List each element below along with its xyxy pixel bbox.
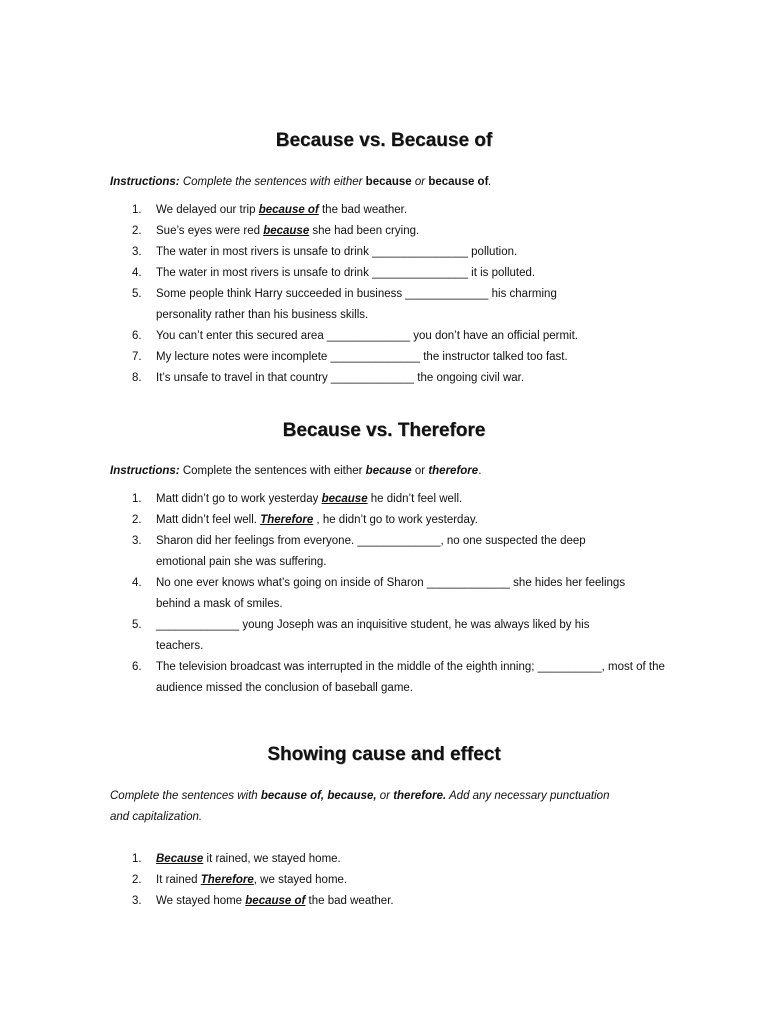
list-item: 3. We stayed home because of the bad weather. [132, 895, 394, 907]
section3-instructions: Complete the sentences with because of, because, or therefore. Add any necessary punctuation and capitalization. [110, 790, 610, 823]
list-item: 3. Sharon did her feelings from everyone. _____________, no one suspected the deep emotional pain she was suffering. [132, 535, 586, 568]
section3-title: Showing cause and effect [267, 744, 501, 765]
section3-list [110, 849, 670, 912]
list-item: 2. Matt didn’t feel well. Therefore , he didn’t go to work yesterday. [132, 514, 478, 526]
section2-title: Because vs. Therefore [282, 420, 486, 441]
answer: because of [258, 204, 319, 216]
section1-instructions: Instructions: Complete the sentences with either because or because of. [110, 176, 492, 188]
answer: Therefore [260, 514, 314, 526]
section2-list [110, 489, 670, 699]
answer: Because [156, 853, 204, 865]
list-item: 8. It’s unsafe to travel in that country _____________ the ongoing civil war. [132, 372, 525, 384]
list-item: 3. The water in most rivers is unsafe to drink _______________ pollution. [132, 246, 518, 258]
list-item: 2. Sue’s eyes were red because she had been crying. [132, 225, 420, 237]
list-item: 5. Some people think Harry succeeded in business _____________ his charming personality rather than his business skills. [132, 288, 557, 321]
answer: because [263, 225, 310, 237]
list-item: 7. My lecture notes were incomplete ______________ the instructor talked too fast. [132, 351, 568, 363]
list-item: 1. Because it rained, we stayed home. [132, 853, 341, 865]
answer: because [321, 493, 368, 505]
section1-title: Because vs. Because of [275, 130, 493, 151]
list-item: 4. No one ever knows what’s going on inside of Sharon _____________ she hides her feelings behind a mask of smiles. [132, 577, 626, 610]
list-item: 4. The water in most rivers is unsafe to drink _______________ it is polluted. [132, 267, 536, 279]
answer: Therefore [200, 874, 254, 886]
list-item: 5. _____________ young Joseph was an inquisitive student, he was always liked by his teachers. [132, 619, 590, 652]
list-item: 1. Matt didn’t go to work yesterday because he didn’t feel well. [132, 493, 463, 505]
section2-instructions: Instructions: Complete the sentences with either because or therefore. [110, 465, 482, 477]
list-item: 6. You can’t enter this secured area _____________ you don’t have an official permit. [132, 330, 578, 342]
list-item: 1. We delayed our trip because of the bad weather. [132, 204, 408, 216]
answer: because of [245, 895, 306, 907]
list-item: 6. The television broadcast was interrupted in the middle of the eighth inning; __________, most of the audience missed the conclusion of baseball game. [132, 661, 665, 694]
list-item: 2. It rained Therefore, we stayed home. [132, 874, 348, 886]
section1-list [110, 200, 670, 389]
